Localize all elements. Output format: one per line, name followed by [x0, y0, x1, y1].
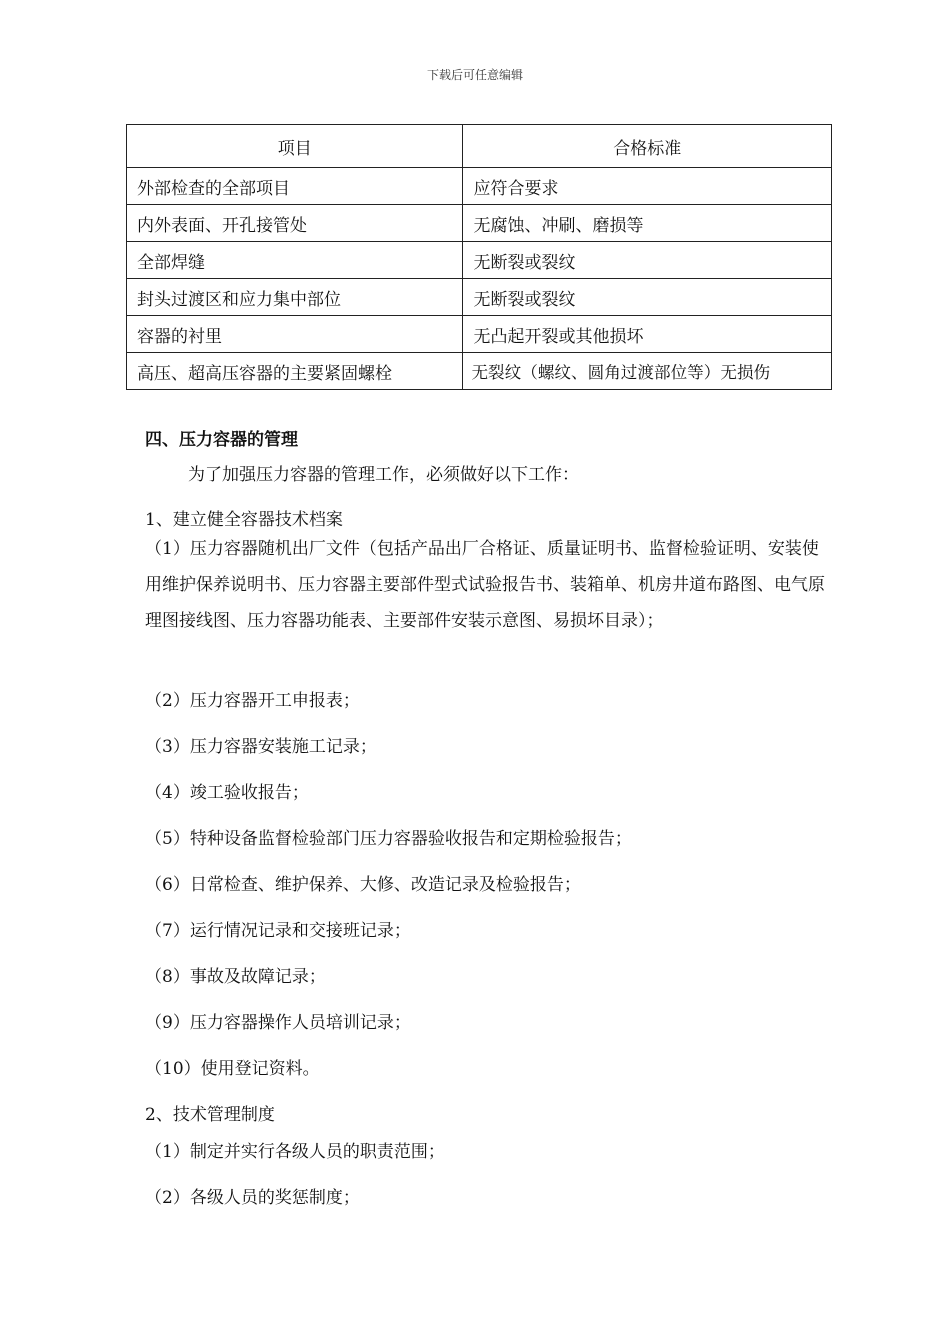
- table-header-row: [127, 125, 832, 168]
- table-cell-standard: 应符合要求: [463, 168, 832, 205]
- list-item: （2）各级人员的奖惩制度；: [145, 1188, 360, 1208]
- table-row: [127, 242, 832, 279]
- list-item: （4）竣工验收报告；: [145, 783, 309, 803]
- table-cell-standard: 无断裂或裂纹: [463, 242, 832, 279]
- list-item: （8）事故及故障记录；: [145, 967, 326, 987]
- list-item: （5）特种设备监督检验部门压力容器验收报告和定期检验报告；: [145, 829, 632, 849]
- table-cell-item: 容器的衬里: [127, 316, 463, 353]
- table-row: [127, 279, 832, 316]
- section-intro: 为了加强压力容器的管理工作，必须做好以下工作：: [188, 465, 579, 485]
- list-item: （7）运行情况记录和交接班记录；: [145, 921, 411, 941]
- table-cell-standard: 无腐蚀、冲刷、磨损等: [463, 205, 832, 242]
- column-header-standard: 合格标准: [463, 125, 832, 168]
- list-item: （10）使用登记资料。: [145, 1059, 320, 1079]
- table-cell-item: 全部焊缝: [127, 242, 463, 279]
- subsection-title-archives: 1、建立健全容器技术档案: [145, 510, 343, 530]
- column-header-item: 项目: [127, 125, 463, 168]
- list-item: （3）压力容器安装施工记录；: [145, 737, 377, 757]
- list-item: （9）压力容器操作人员培训记录；: [145, 1013, 411, 1033]
- list-item: （1）制定并实行各级人员的职责范围；: [145, 1142, 445, 1162]
- page-header-note: 下载后可任意编辑: [426, 68, 523, 82]
- table-cell-item: 外部检查的全部项目: [127, 168, 463, 205]
- table-cell-standard: 无裂纹（螺纹、圆角过渡部位等）无损伤: [463, 353, 832, 390]
- list-item-factory-documents: （1）压力容器随机出厂文件（包括产品出厂合格证、质量证明书、监督检验证明、安装使用维护保养说明书、压力容器主要部件型式试验报告书、装箱单、机房井道布路图、电气原理图接线图、压力容器功能表、主要部件安装示意图、易损坏目录）；: [145, 539, 825, 631]
- table-cell-item: 高压、超高压容器的主要紧固螺栓: [127, 353, 463, 390]
- list-item: （6）日常检查、维护保养、大修、改造记录及检验报告；: [145, 875, 581, 895]
- table-cell-item: 内外表面、开孔接管处: [127, 205, 463, 242]
- subsection-title-management: 2、技术管理制度: [145, 1105, 275, 1125]
- list-item: （2）压力容器开工申报表；: [145, 691, 360, 711]
- table-cell-item: 封头过渡区和应力集中部位: [127, 279, 463, 316]
- table-cell-standard: 无断裂或裂纹: [463, 279, 832, 316]
- section-heading: 四、压力容器的管理: [145, 430, 298, 450]
- table-row: [127, 353, 832, 390]
- table-row: [127, 168, 832, 205]
- table-cell-standard: 无凸起开裂或其他损坏: [463, 316, 832, 353]
- table-row: [127, 316, 832, 353]
- table-row: [127, 205, 832, 242]
- inspection-standards-table: [126, 124, 832, 390]
